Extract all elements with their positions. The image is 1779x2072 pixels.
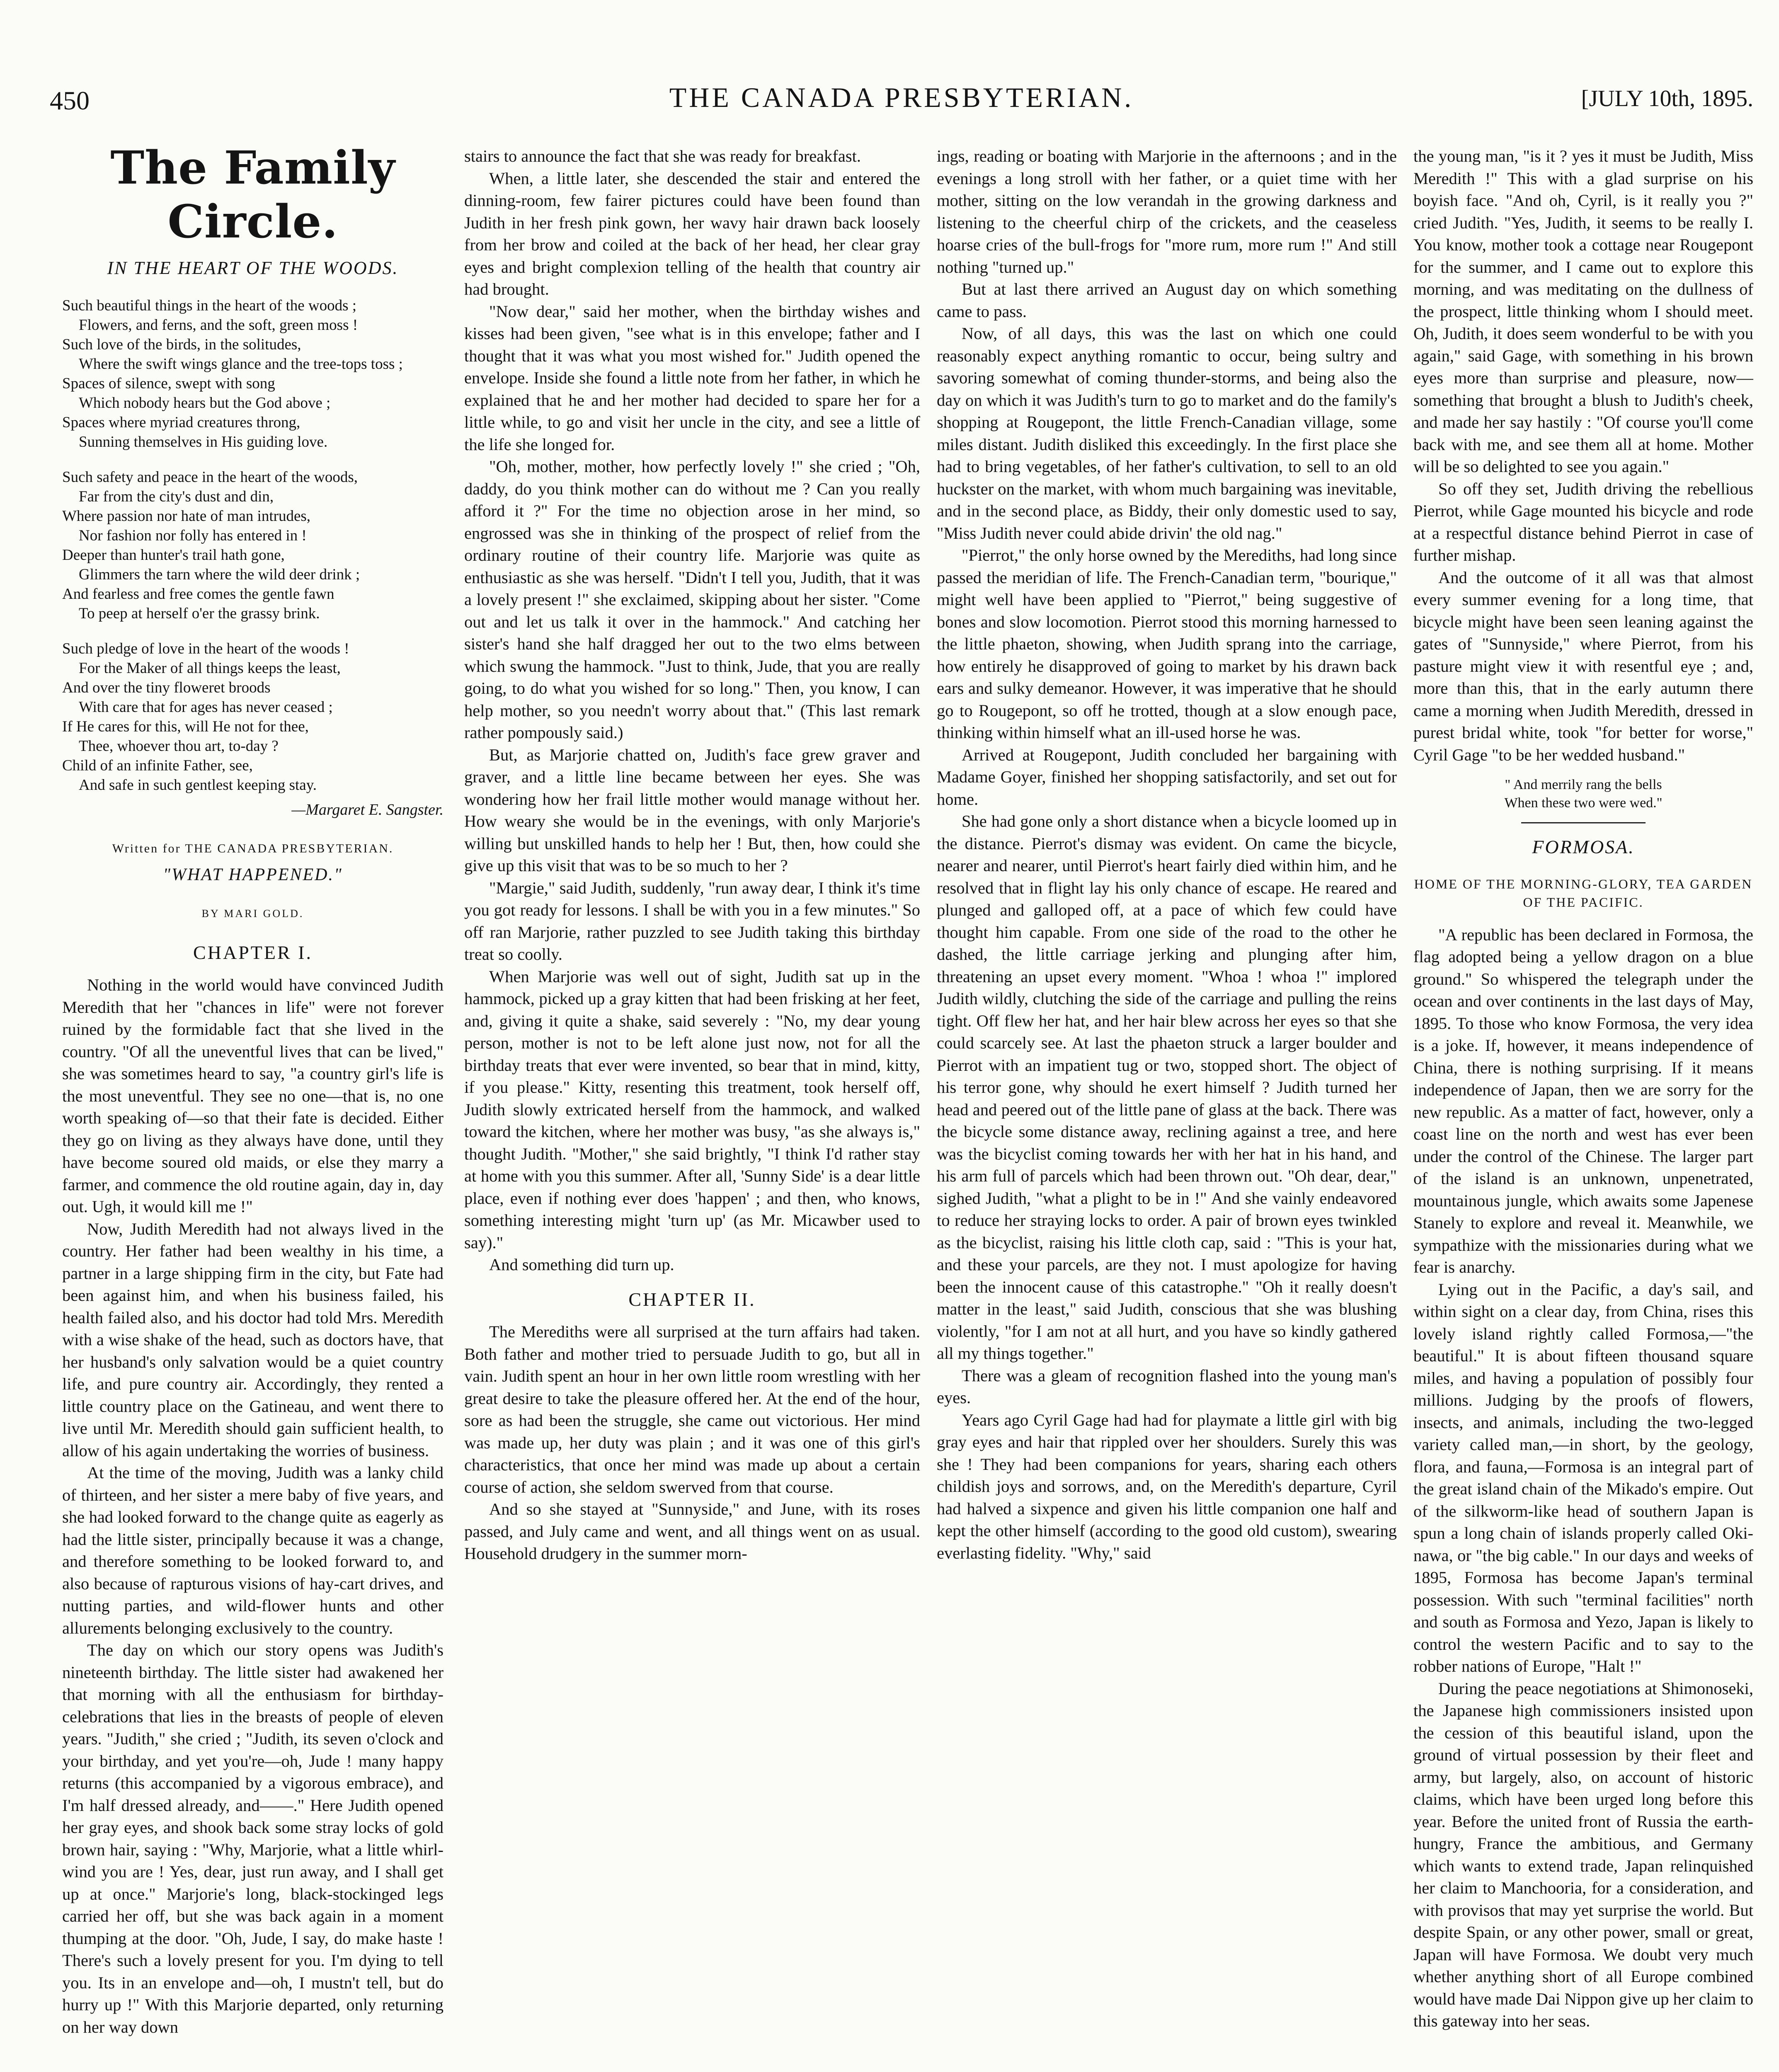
story-paragraph: And something did turn up. [489, 1255, 674, 1274]
newspaper-title: THE CANADA PRESBYTERIAN. [669, 82, 1134, 113]
poem-line: For the Maker of all things keeps the least, [79, 659, 341, 677]
story-paragraph: At the time of the moving, Judith was a lanky child of thirteen, and her sister a mere baby of five years, and she had looked forward to the change quite as eagerly as had the little sister, principally because it was a change, and therefore something to be looked forward to, and also because of rapturous visions of hay-cart drives, and nutting parties, and wild-flower hunts and other allurements belonging exclusively to the country. [62, 1463, 444, 1637]
article-subtitle: HOME OF THE MORNING-GLORY, TEA GARDEN OF THE PACIFIC. [1414, 876, 1753, 910]
written-for-note: Written for THE CANADA PRESBYTERIAN. [112, 842, 394, 855]
story-paragraph: So off they set, Judith driving the rebellious Pierrot, while Gage mounted his bicycle and rode at a respectful distance behind Pierrot in case of further mishap. [1413, 479, 1753, 564]
story-paragraph: "Oh, mother, mother, how perfectly lovely !" she cried ; "Oh, daddy, do you think mother can do without me ? Can you really afford it ?" For the time no objection arose in her mind, so engrossed was she in thinking of the prospect of relief from the ordinary routine of their country life. Marjorie was quite as enthusiastic as she was herself. "Didn't I tell you, Judith, that it was a lovely present !" she exclaimed, skipping about her sister. "Come out and let us talk it over in the hammock." And catching her sister's hand she half dragged her out to the two elms between which swung the hammock. "Just to think, Jude, that you are really going, to do what you wished for so long." Then, you know, I can help mother, so you needn't worry about that." (This last remark rather pompously said.) [464, 457, 920, 742]
poem-line: And safe in such gentlest keeping stay. [79, 776, 317, 794]
column-1 [62, 141, 444, 2072]
poem-line: Glimmers the tarn where the wild deer drink ; [79, 566, 360, 583]
poem-line: Sunning themselves in His guiding love. [79, 433, 328, 450]
poem-line: Deeper than hunter's trail hath gone, [62, 546, 285, 564]
poem-body [62, 296, 444, 795]
story-paragraph: stairs to announce the fact that she was ready for breakfast. [464, 147, 861, 165]
story-paragraph: the young man, "is it ? yes it must be Judith, Miss Meredith !" This with a glad surprise on his boyish face. "And oh, Cyril, is it really you ?" cried Judith. "Yes, Judith, it seems to be really I. You know, mother took a cottage near Rougepont for the summer, and I came out to explore this morning, and was meditating on the dullness of the prospect, little thinking whom I should meet. Oh, Judith, it does seem wonderful to be with you again," said Gage, with something in his brown eyes more than surprise and pleasure, now—something that brought a blush to Judith's cheek, and made her say hastily : "Of course you'll come back with me, and see them all at home. Mother will be so delighted to see you again." [1413, 147, 1753, 476]
poem-stanza [62, 639, 444, 795]
poem-line: Where the swift wings glance and the tree-tops toss ; [79, 355, 403, 373]
poem-line: If He cares for this, will He not for thee, [62, 718, 309, 735]
story-paragraph: Nothing in the world would have convinced Judith Meredith that her "chances in life" were not forever ruined by the formidable fact that she lived in the country. "Of all the uneventful lives that can be lived," she was sometimes heard to say, "a country girl's life is the most uneventful. They see no one—that is, no one worth speaking of—so that their fate is decided. Either they go on living as they always have done, until they have become soured old maids, or else they marry a farmer, and commence the old routine again, day in, day out. Ugh, it would kill me !" [62, 975, 444, 1216]
poem-line: Such love of the birds, in the solitudes, [62, 336, 301, 353]
column-4 [1413, 145, 1753, 2072]
chapter-heading: CHAPTER I. [193, 942, 313, 963]
story-paragraph: But at last there arrived an August day on which something came to pass. [937, 280, 1397, 321]
closing-verse [1413, 776, 1753, 812]
page-header [50, 81, 1753, 127]
poem-line: Spaces of silence, swept with song [62, 375, 275, 392]
story-byline: BY MARI GOLD. [201, 908, 304, 920]
poem-line: Thee, whoever thou art, to-day ? [79, 737, 279, 755]
chapter-heading: CHAPTER II. [628, 1288, 756, 1310]
article-title: FORMOSA. [1532, 836, 1635, 857]
poem-stanza [62, 296, 444, 452]
poem-line: Far from the city's dust and din, [79, 488, 274, 505]
closing-verse-line: When these two were wed." [1504, 795, 1663, 811]
poem-line: Where passion nor hate of man intrudes, [62, 507, 311, 525]
story-paragraph: "Margie," said Judith, suddenly, "run away dear, I think it's time you got ready for lessons. I shall be with you in a few minutes." So off ran Marjorie, rather puzzled to see Judith taking this birthday treat so coolly. [464, 878, 920, 963]
closing-verse-line: " And merrily rang the bells [1505, 777, 1662, 792]
section-masthead: The Family Circle. [110, 141, 395, 248]
poem-line: Nor fashion nor folly has entered in ! [79, 527, 307, 544]
poem-stanza [62, 467, 444, 623]
page-number: 450 [50, 86, 90, 115]
poem-line: With care that for ages has never ceased ; [79, 698, 333, 716]
story-paragraph: But, as Marjorie chatted on, Judith's face grew graver and graver, and a little line became between her eyes. She was wondering how her frail little mother would manage without her. How weary she would be in the evenings, with only Marjorie's willing but unskilled hands to help her ! But, then, how could she give up this visit that was to be so much to her ? [464, 745, 920, 875]
poem-line: Such beautiful things in the heart of the woods ; [62, 297, 357, 314]
story-paragraph: There was a gleam of recognition flashed into the young man's eyes. [937, 1366, 1397, 1407]
story-paragraph: The day on which our story opens was Judith's nineteenth birthday. The little sister had awakened her that morning with all the enthusiasm for birthday-celebrations that lies in the breasts of people of eleven years. "Judith," she cried ; "Judith, its seven o'clock and your birthday, and yet you're—oh, Jude ! many happy returns (this accompanied by a vigorous embrace), and I'm half dressed already, and——." Here Judith opened her gray eyes, and shook back some stray locks of gold brown hair, saying : "Why, Marjorie, what a little whirl-wind you are ! Yes, dear, just run away, and I shall get up at once." Marjorie's long, black-stockinged legs carried her off, but she was back again in a moment thumping at the door. "Oh, Jude, I say, do make haste ! There's such a lovely present for you. I'm dying to tell you. Its in an envelope and—oh, I mustn't tell, but do hurry up !" With this Marjorie departed, only returning on her way down [62, 1641, 444, 2036]
article-paragraph: "A republic has been declared in Formosa, the flag adopted being a yellow dragon on a blue ground." So whispered the telegraph under the ocean and over continents in the last days of May, 1895. To those who know Formosa, the very idea is a joke. If, however, it means independence of China, there is nothing surprising. If it means independence of Japan, then we are sorry for the new republic. As a matter of fact, however, only a coast line on the north and west has ever been under the control of the Chinese. The larger part of the island is an unknown, unpenetrated, mountainous jungle, which awaits some Japenese Stanely to explore and reveal it. Meanwhile, we sympathize with the missionaries during what we fear is anarchy. [1413, 925, 1753, 1276]
story-paragraph: Now, of all days, this was the last on which one could reasonably expect anything romantic to occur, being sultry and savoring somewhat of coming thunder-storms, and being also the day on which it was Judith's turn to go to market and do the family's shopping at Rougepont, the little French-Canadian village, some miles distant. Judith disliked this exceedingly. In the first place she had to bring vegetables, of her father's cultivation, to sell to an old huckster on the market, with whom much bargaining was inevitable, and in the second place, as Biddy, their only domestic used to say, "Miss Judith never could abide drivin' the old nag." [937, 324, 1397, 542]
page-columns [62, 141, 1753, 2072]
poem-line: And over the tiny floweret broods [62, 679, 271, 696]
story-title: "WHAT HAPPENED." [163, 865, 343, 884]
story-paragraph: And so she stayed at "Sunnyside," and June, with its roses passed, and July came and went, and all things went on as usual. Household drudgery in the summer morn- [464, 1500, 920, 1563]
story-paragraph: "Pierrot," the only horse owned by the Merediths, had long since passed the meridian of life. The French-Canadian term, "bourique," might well have been applied to "Pierrot," being suggestive of bones and slow locomotion. Pierrot stood this morning harnessed to the little phaeton, showing, when Judith sprang into the carriage, how entirely he disapproved of going to market by his drawn back ears and sulky demeanor. However, it was imperative that he should go to Rougepont, so off he trotted, though at a slow enough pace, thinking within himself what an ill-used horse he was. [937, 546, 1397, 742]
section-divider [1521, 822, 1646, 823]
poem-line: Such pledge of love in the heart of the woods ! [62, 640, 349, 657]
story-paragraph: When, a little later, she descended the stair and entered the dinning-room, few fairer pictures could have been found than Judith in her fresh pink gown, her wavy hair drawn back loosely from her brow and coiled at the back of her head, her clear gray eyes and bright complexion telling of the health that country air had brought. [464, 169, 920, 298]
poem-title: IN THE HEART OF THE WOODS. [107, 258, 399, 278]
story-paragraph: "Now dear," said her mother, when the birthday wishes and kisses had been given, "see what is in this envelope; father and I thought that it was what you most wished for." Judith opened the envelope. Inside she found a little note from her father, in which he explained that he and her mother had decided to spare her for a little while, to go and visit her uncle in the city, and see a little of the life she longed for. [464, 302, 920, 454]
story-paragraph: The Merediths were all surprised at the turn affairs had taken. Both father and mother tried to persuade Judith to go, but all in vain. Judith spent an hour in her own little room wrestling with her great desire to take the pleasure offered her. At the end of the hour, sore as had been the struggle, she came out victorious. Her mind was made up, her duty was plain ; and it was one of this girl's characteristics, that once her mind was made up about a certain course of action, she seldom swerved from that course. [464, 1322, 920, 1496]
story-paragraph: And the outcome of it all was that almost every summer evening for a long time, that bicycle might have been seen leaning against the gates of "Sunnyside," where Pierrot, from his pasture might view it with resentful eye ; and, more than this, that in the early autumn there came a morning when Judith Meredith, dressed in purest bridal white, took "for better for worse," Cyril Gage "to be her wedded husband." [1413, 568, 1753, 764]
story-paragraph: Now, Judith Meredith had not always lived in the country. Her father had been wealthy in his time, a partner in a large shipping firm in the city, but Fate had been against him, and when his business failed, his health failed also, and his doctor had told Mrs. Meredith with a wise shake of the head, such as doctors have, that her husband's only salvation would be a quiet country life, and pure country air. Accordingly, they rented a little country place on the Gatineau, and went there to live until Mr. Meredith should gain sufficient health, to allow of his again undertaking the worries of business. [62, 1219, 444, 1460]
poem-line: Such safety and peace in the heart of the woods, [62, 468, 358, 486]
story-paragraph: When Marjorie was well out of sight, Judith sat up in the hammock, picked up a gray kitten that had been frisking at her feet, and, giving it quite a shake, said severely : "No, my dear young person, mother is not to be left alone just now, not for all the birthday treats that ever were invented, so bear that in mind, kitty, if you please." Kitty, resenting this treatment, took herself off, Judith slowly extricated herself from the hammock, and walked toward the kitchen, where her mother was busy, "as she always is," thought Judith. "Mother," she said brightly, "I think I'd rather stay at home with you this summer. After all, 'Sunny Side' is a dear little place, even if nothing ever does 'happen' ; and then, who knows, something interesting might 'turn up' (as Mr. Micawber used to say)." [464, 967, 920, 1252]
story-paragraph: Arrived at Rougepont, Judith concluded her bargaining with Madame Goyer, finished her shopping satisfactorily, and set out for home. [937, 745, 1397, 808]
poem-line: Spaces where myriad creatures throng, [62, 414, 301, 431]
article-paragraph: Lying out in the Pacific, a day's sail, and within sight on a clear day, from China, rises this lovely island rightly called Formosa,—"the beautiful." It is about fifteen thousand square miles, and having a population of possibly four millions. Judging by the proofs of flowers, insects, and animals, including the two-legged variety called man,—in short, by the geology, flora, and fauna,—Formosa is an integral part of the great island chain of the Mikado's empire. Out of the silkworm-like head of southern Japan is spun a long chain of islands properly called Oki-nawa, or "the big cable." In our days and weeks of 1895, Formosa has become Japan's terminal possession. With such "terminal facilities" north and south as Formosa and Yezo, Japan is likely to control the western Pacific and to say to the robber nations of Europe, "Halt !" [1413, 1280, 1753, 1675]
story-paragraph: She had gone only a short distance when a bicycle loomed up in the distance. Pierrot's dismay was evident. On came the bicycle, nearer and nearer, until Pierrot's heart fairly died within him, and he resolved that in flight lay his only chance of escape. He reared and plunged and galloped off, at a pace of which few could have thought him capable. From one side of the road to the other he dashed, the little carriage jerking and plunging after him, threatening an upset every moment. "Whoa ! whoa !" implored Judith wildly, clutching the side of the carriage and pulling the reins tight. Off flew her hat, and her hair blew across her eyes so that she could scarcely see. At last the phaeton struck a larger boulder and Pierrot with an impatient tug or two, stopped short. The object of his terror gone, why should he exert himself ? Judith turned her head and peered out of the little pane of glass at the back. There was the bicycle some distance away, reclining against a tree, and here was the bicyclist coming towards her with her hat in his hand, and his arm full of parcels which had been thrown out. "Oh dear, dear," sighed Judith, "what a plight to be in !" And she vainly endeavored to reduce her straying locks to order. A pair of brown eyes twinkled as the bicyclist, raising his little cloth cap, said : "This is your hat, and these your parcels, are they not. I must apologize for having been the innocent cause of this catastrophe." "Oh it really doesn't matter in the least," said Judith, conscious that she was blushing violently, "for I am not at all hurt, and you have so kindly gathered all my things together." [937, 812, 1397, 1363]
poem-line: To peep at herself o'er the grassy brink. [79, 605, 320, 622]
poem-line: And fearless and free comes the gentle fawn [62, 585, 334, 603]
poem-line: Flowers, and ferns, and the soft, green moss ! [79, 316, 358, 334]
poem-line: Which nobody hears but the God above ; [79, 394, 331, 411]
column-2 [464, 145, 920, 2072]
story-paragraph: ings, reading or boating with Marjorie in the afternoons ; and in the evenings a long stroll with her father, or a quiet time with her mother, sitting on the low verandah in the growing darkness and listening to the cheerful chirp of the crickets, and the ceaseless hoarse cries of the bull-frogs for "more rum, more rum !" And still nothing "turned up." [937, 147, 1397, 276]
poem-line: Child of an infinite Father, see, [62, 757, 253, 774]
column-3 [937, 145, 1397, 2072]
article-paragraph: During the peace negotiations at Shimonoseki, the Japanese high commissioners insisted upon the cession of this beautiful island, upon the ground of virtual possession by their fleet and army, but largely, also, on account of historic claims, which have been urged long before this year. Before the united front of Russia the earth-hungry, France the ambitious, and Germany which wants to extend trade, Japan relinquished her claim to Manchooria, for a consideration, and with provisos that may yet surprise the world. But despite Spain, or any other power, small or great, Japan will have Formosa. We doubt very much whether anything short of all Europe combined would have made Dai Nippon give up her claim to this gateway into her seas. [1413, 1679, 1753, 2030]
issue-date: [JULY 10th, 1895. [1581, 86, 1753, 111]
story-paragraph: Years ago Cyril Gage had had for playmate a little girl with big gray eyes and hair that rippled over her shoulders. Surely this was she ! They had been companions for years, sharing each others childish joys and sorrows, and, on the Meredith's departure, Cyril had halved a sixpence and given his little companion one half and kept the other himself (according to the good old custom), swearing everlasting fidelity. "Why," said [937, 1410, 1397, 1562]
poem-author: —Margaret E. Sangster. [291, 801, 444, 818]
